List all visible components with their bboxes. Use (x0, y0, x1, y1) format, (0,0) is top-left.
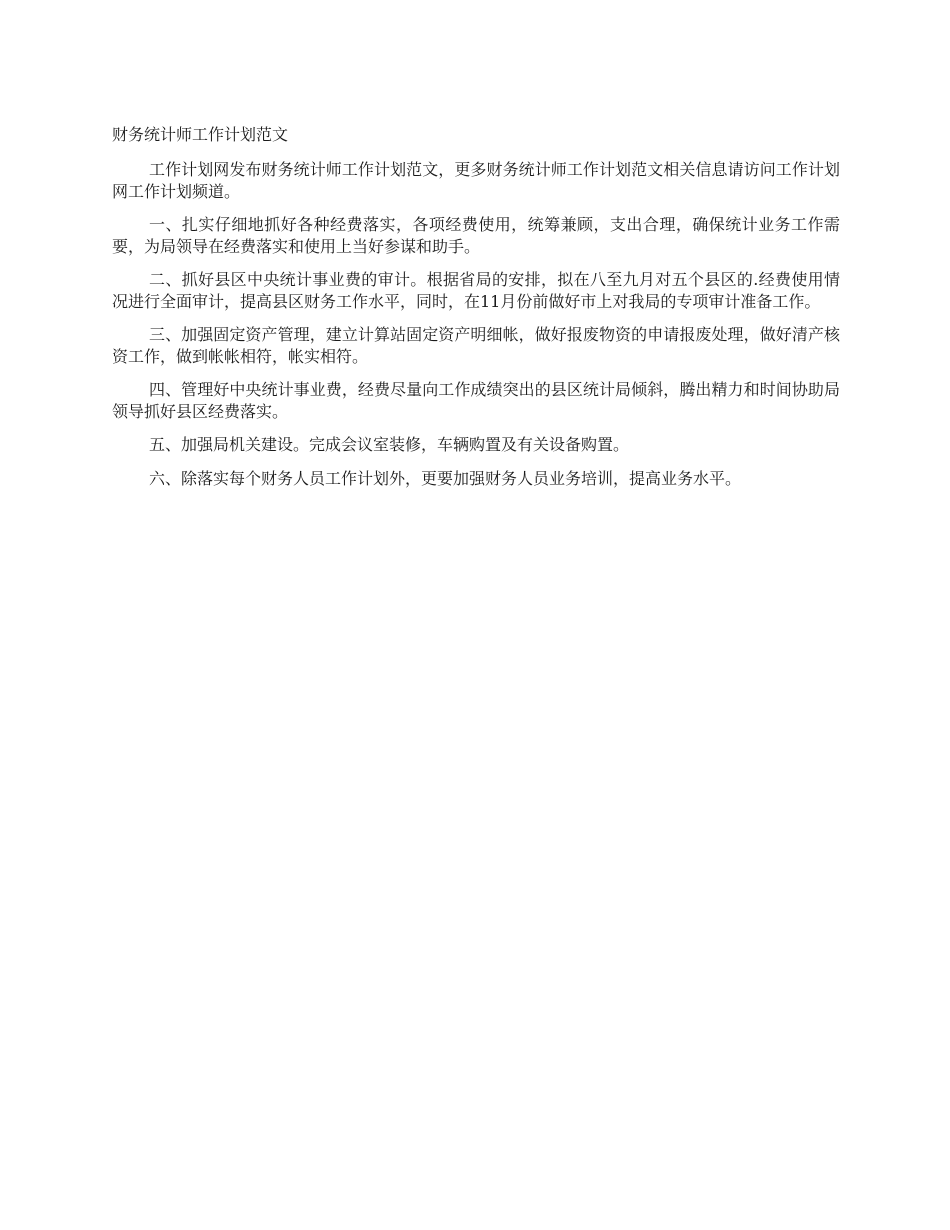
paragraph-item-2: 二、抓好县区中央统计事业费的审计。根据省局的安排，拟在八至九月对五个县区的.经费使用情况进行全面审计，提高县区财务工作水平，同时，在11月份前做好市上对我局的专项审计准备工作。 (112, 270, 840, 311)
paragraph-item-4: 四、管理好中央统计事业费，经费尽量向工作成绩突出的县区统计局倾斜，腾出精力和时间协助局领导抓好县区经费落实。 (112, 380, 840, 421)
paragraph-item-1: 一、扎实仔细地抓好各种经费落实，各项经费使用，统筹兼顾，支出合理，确保统计业务工作需要，为局领导在经费落实和使用上当好参谋和助手。 (112, 215, 840, 256)
paragraph-item-6: 六、除落实每个财务人员工作计划外，更要加强财务人员业务培训，提高业务水平。 (149, 468, 742, 488)
document-page (112, 124, 840, 501)
paragraph-item-3: 三、加强固定资产管理，建立计算站固定资产明细帐，做好报废物资的申请报废处理，做好清产核资工作，做到帐帐相符，帐实相符。 (112, 325, 840, 366)
document-title: 财务统计师工作计划范文 (112, 125, 289, 144)
paragraph-intro: 工作计划网发布财务统计师工作计划范文，更多财务统计师工作计划范文相关信息请访问工作计划网工作计划频道。 (112, 160, 840, 201)
paragraph-item-5: 五、加强局机关建设。完成会议室装修，车辆购置及有关设备购置。 (149, 435, 630, 454)
